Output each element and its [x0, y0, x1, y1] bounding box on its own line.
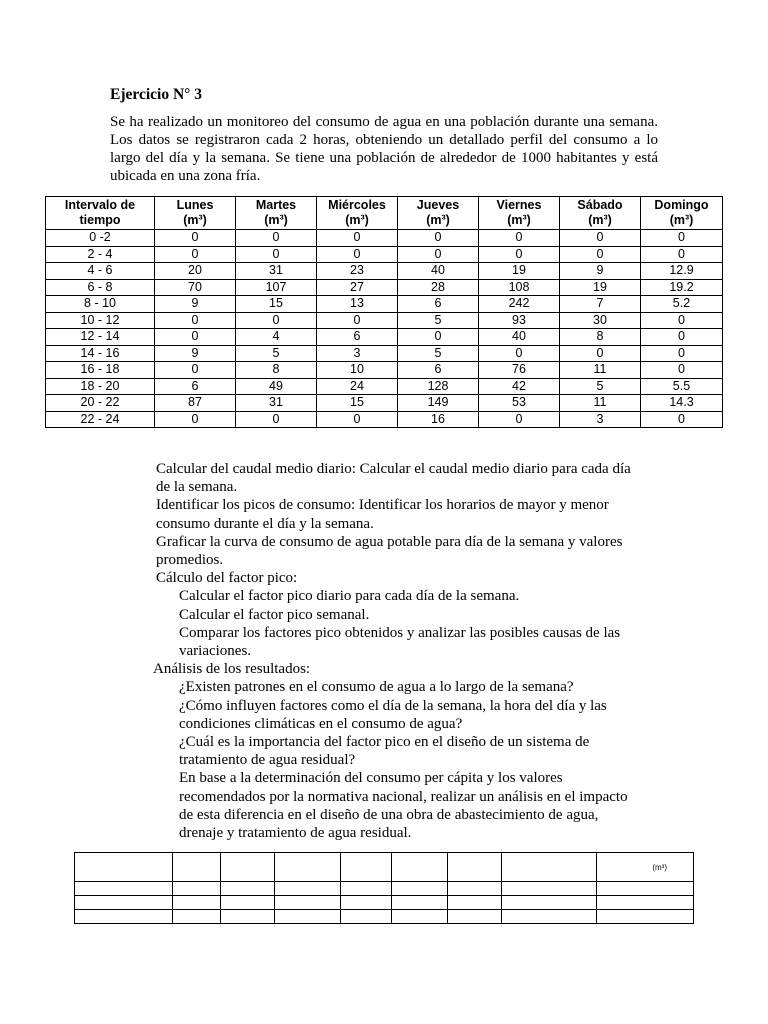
value-cell: 8	[236, 362, 317, 379]
blank-cell	[448, 882, 502, 896]
header-sabado: Sábado (m³)	[560, 197, 641, 230]
blank-cell	[597, 882, 694, 896]
blank-cell	[75, 882, 173, 896]
task-line: Graficar la curva de consumo de agua potable para día de la semana y valores	[156, 533, 623, 550]
interval-cell: 6 - 8	[46, 279, 155, 296]
value-cell: 0	[155, 362, 236, 379]
value-cell: 14.3	[641, 395, 723, 412]
blank-cell	[448, 853, 502, 882]
task-line: En base a la determinación del consumo per cápita y los valores	[179, 770, 563, 787]
value-cell: 9	[560, 263, 641, 280]
task-line: Comparar los factores pico obtenidos y analizar las posibles causas de las	[179, 624, 621, 641]
interval-cell: 18 - 20	[46, 378, 155, 395]
blank-cell	[597, 910, 694, 924]
value-cell: 0	[560, 230, 641, 247]
value-cell: 149	[398, 395, 479, 412]
table-row	[46, 230, 723, 247]
header-martes: Martes (m³)	[236, 197, 317, 230]
value-cell: 5	[560, 378, 641, 395]
table-row	[46, 296, 723, 313]
interval-cell: 8 - 10	[46, 296, 155, 313]
task-line: Calcular el factor pico semanal.	[179, 606, 370, 623]
value-cell: 5	[398, 312, 479, 329]
value-cell: 3	[317, 345, 398, 362]
task-line: promedios.	[156, 552, 224, 569]
header-jueves: Jueves (m³)	[398, 197, 479, 230]
header-miercoles: Miércoles (m³)	[317, 197, 398, 230]
table-row	[46, 395, 723, 412]
value-cell: 23	[317, 263, 398, 280]
blank-cell	[75, 910, 173, 924]
value-cell: 16	[398, 411, 479, 428]
value-cell: 6	[155, 378, 236, 395]
interval-cell: 14 - 16	[46, 345, 155, 362]
exercise-title: Ejercicio N° 3	[110, 86, 202, 103]
value-cell: 0	[641, 246, 723, 263]
blank-cell	[341, 896, 392, 910]
value-cell: 53	[479, 395, 560, 412]
value-cell: 30	[560, 312, 641, 329]
blank-cell	[173, 853, 221, 882]
value-cell: 5	[398, 345, 479, 362]
blank-cell	[392, 896, 448, 910]
task-line: recomendados por la normativa nacional, realizar un análisis en el impacto	[179, 788, 628, 805]
value-cell: 6	[398, 296, 479, 313]
interval-cell: 10 - 12	[46, 312, 155, 329]
blank-table-row	[75, 896, 694, 910]
value-cell: 0	[398, 246, 479, 263]
value-cell: 108	[479, 279, 560, 296]
task-line: Calcular del caudal medio diario: Calcular el caudal medio diario para cada día	[156, 461, 631, 477]
blank-cell	[502, 896, 597, 910]
blank-cell	[502, 853, 597, 882]
value-cell: 0	[155, 312, 236, 329]
value-cell: 0	[641, 230, 723, 247]
header-lunes: Lunes (m³)	[155, 197, 236, 230]
value-cell: 0	[641, 345, 723, 362]
blank-answer-table	[74, 852, 694, 924]
value-cell: 42	[479, 378, 560, 395]
value-cell: 0	[155, 246, 236, 263]
value-cell: 11	[560, 395, 641, 412]
value-cell: 13	[317, 296, 398, 313]
value-cell: 31	[236, 263, 317, 280]
value-cell: 27	[317, 279, 398, 296]
blank-cell	[341, 853, 392, 882]
table-row	[46, 312, 723, 329]
table-row	[46, 362, 723, 379]
task-line: drenaje y tratamiento de agua residual.	[179, 825, 412, 842]
value-cell: 0	[236, 246, 317, 263]
value-cell: 15	[236, 296, 317, 313]
task-line: Identificar los picos de consumo: Identificar los horarios de mayor y menor	[156, 497, 609, 514]
blank-cell	[341, 882, 392, 896]
interval-cell: 2 - 4	[46, 246, 155, 263]
blank-unit-label: (m³)	[652, 862, 667, 872]
value-cell: 0	[317, 230, 398, 247]
value-cell: 0	[236, 411, 317, 428]
value-cell: 0	[560, 246, 641, 263]
blank-cell	[221, 910, 275, 924]
value-cell: 9	[155, 345, 236, 362]
value-cell: 0	[479, 345, 560, 362]
blank-table-row	[75, 882, 694, 896]
value-cell: 12.9	[641, 263, 723, 280]
task-line: condiciones climáticas en el consumo de agua?	[179, 715, 463, 732]
value-cell: 6	[398, 362, 479, 379]
value-cell: 10	[317, 362, 398, 379]
table-row	[46, 378, 723, 395]
consumption-table	[45, 196, 723, 428]
value-cell: 0	[641, 411, 723, 428]
value-cell: 0	[155, 329, 236, 346]
interval-cell: 12 - 14	[46, 329, 155, 346]
value-cell: 8	[560, 329, 641, 346]
value-cell: 40	[479, 329, 560, 346]
interval-cell: 4 - 6	[46, 263, 155, 280]
value-cell: 9	[155, 296, 236, 313]
value-cell: 19.2	[641, 279, 723, 296]
value-cell: 93	[479, 312, 560, 329]
table-row	[46, 263, 723, 280]
task-line: de esta diferencia en el diseño de una obra de abastecimiento de agua,	[179, 806, 599, 823]
header-domingo: Domingo (m³)	[641, 197, 723, 230]
blank-cell	[392, 882, 448, 896]
blank-cell	[275, 910, 341, 924]
value-cell: 0	[236, 312, 317, 329]
task-line: Cálculo del factor pico:	[156, 570, 298, 587]
table-row	[46, 345, 723, 362]
task-line: variaciones.	[179, 643, 252, 660]
interval-cell: 20 - 22	[46, 395, 155, 412]
blank-table-row	[75, 910, 694, 924]
table-row	[46, 279, 723, 296]
blank-cell	[173, 896, 221, 910]
table-row	[46, 246, 723, 263]
value-cell: 0	[641, 362, 723, 379]
task-list	[153, 460, 646, 842]
blank-cell	[448, 896, 502, 910]
blank-cell	[275, 882, 341, 896]
value-cell: 0	[560, 345, 641, 362]
interval-cell: 0 -2	[46, 230, 155, 247]
value-cell: 0	[155, 230, 236, 247]
blank-cell	[392, 910, 448, 924]
table-body	[46, 230, 723, 428]
blank-cell	[448, 910, 502, 924]
value-cell: 0	[236, 230, 317, 247]
task-line: ¿Cómo influyen factores como el día de la semana, la hora del día y las	[179, 697, 607, 714]
exercise-intro: Se ha realizado un monitoreo del consumo de agua en una población durante una semana. Los datos se registraron cada 2 horas, obteniendo un detallado perfil del consumo a lo largo del día y la semana. Se tiene una población de alrededor de 1000 habitantes y está ubicada en una zona fría.	[110, 114, 658, 184]
value-cell: 49	[236, 378, 317, 395]
value-cell: 5.5	[641, 378, 723, 395]
value-cell: 4	[236, 329, 317, 346]
value-cell: 0	[641, 312, 723, 329]
header-interval: Intervalo de tiempo	[46, 197, 155, 230]
blank-cell	[221, 853, 275, 882]
blank-cell	[502, 910, 597, 924]
table-row	[46, 329, 723, 346]
blank-cell	[341, 910, 392, 924]
table-header-row	[46, 197, 723, 230]
value-cell: 40	[398, 263, 479, 280]
value-cell: 0	[398, 230, 479, 247]
value-cell: 107	[236, 279, 317, 296]
blank-cell	[275, 896, 341, 910]
value-cell: 15	[317, 395, 398, 412]
blank-cell	[221, 882, 275, 896]
value-cell: 20	[155, 263, 236, 280]
value-cell: 0	[641, 329, 723, 346]
blank-cell	[392, 853, 448, 882]
value-cell: 19	[479, 263, 560, 280]
value-cell: 5.2	[641, 296, 723, 313]
task-line: ¿Cuál es la importancia del factor pico en el diseño de un sistema de	[179, 734, 590, 751]
value-cell: 19	[560, 279, 641, 296]
value-cell: 31	[236, 395, 317, 412]
value-cell: 5	[236, 345, 317, 362]
interval-cell: 16 - 18	[46, 362, 155, 379]
blank-cell	[502, 882, 597, 896]
value-cell: 3	[560, 411, 641, 428]
value-cell: 76	[479, 362, 560, 379]
task-line: de la semana.	[156, 479, 238, 496]
blank-cell	[275, 853, 341, 882]
value-cell: 6	[317, 329, 398, 346]
interval-cell: 22 - 24	[46, 411, 155, 428]
value-cell: 70	[155, 279, 236, 296]
value-cell: 0	[479, 411, 560, 428]
value-cell: 128	[398, 378, 479, 395]
value-cell: 0	[479, 230, 560, 247]
header-viernes: Viernes (m³)	[479, 197, 560, 230]
value-cell: 7	[560, 296, 641, 313]
value-cell: 11	[560, 362, 641, 379]
blank-cell	[173, 882, 221, 896]
task-line: tratamiento de agua residual?	[179, 752, 356, 769]
task-line: ¿Existen patrones en el consumo de agua a lo largo de la semana?	[179, 679, 574, 696]
value-cell: 0	[155, 411, 236, 428]
value-cell: 0	[317, 312, 398, 329]
value-cell: 242	[479, 296, 560, 313]
value-cell: 0	[398, 329, 479, 346]
value-cell: 0	[479, 246, 560, 263]
blank-cell	[75, 853, 173, 882]
value-cell: 0	[317, 246, 398, 263]
blank-cell	[597, 896, 694, 910]
value-cell: 28	[398, 279, 479, 296]
table-row	[46, 411, 723, 428]
task-line: Análisis de los resultados:	[153, 661, 311, 678]
blank-unit-cell	[597, 853, 694, 882]
value-cell: 87	[155, 395, 236, 412]
blank-cell	[173, 910, 221, 924]
value-cell: 0	[317, 411, 398, 428]
blank-cell	[75, 896, 173, 910]
value-cell: 24	[317, 378, 398, 395]
blank-cell	[221, 896, 275, 910]
task-line: Calcular el factor pico diario para cada día de la semana.	[179, 588, 520, 605]
task-line: consumo durante el día y la semana.	[156, 515, 374, 532]
blank-table-header-row	[75, 853, 694, 882]
